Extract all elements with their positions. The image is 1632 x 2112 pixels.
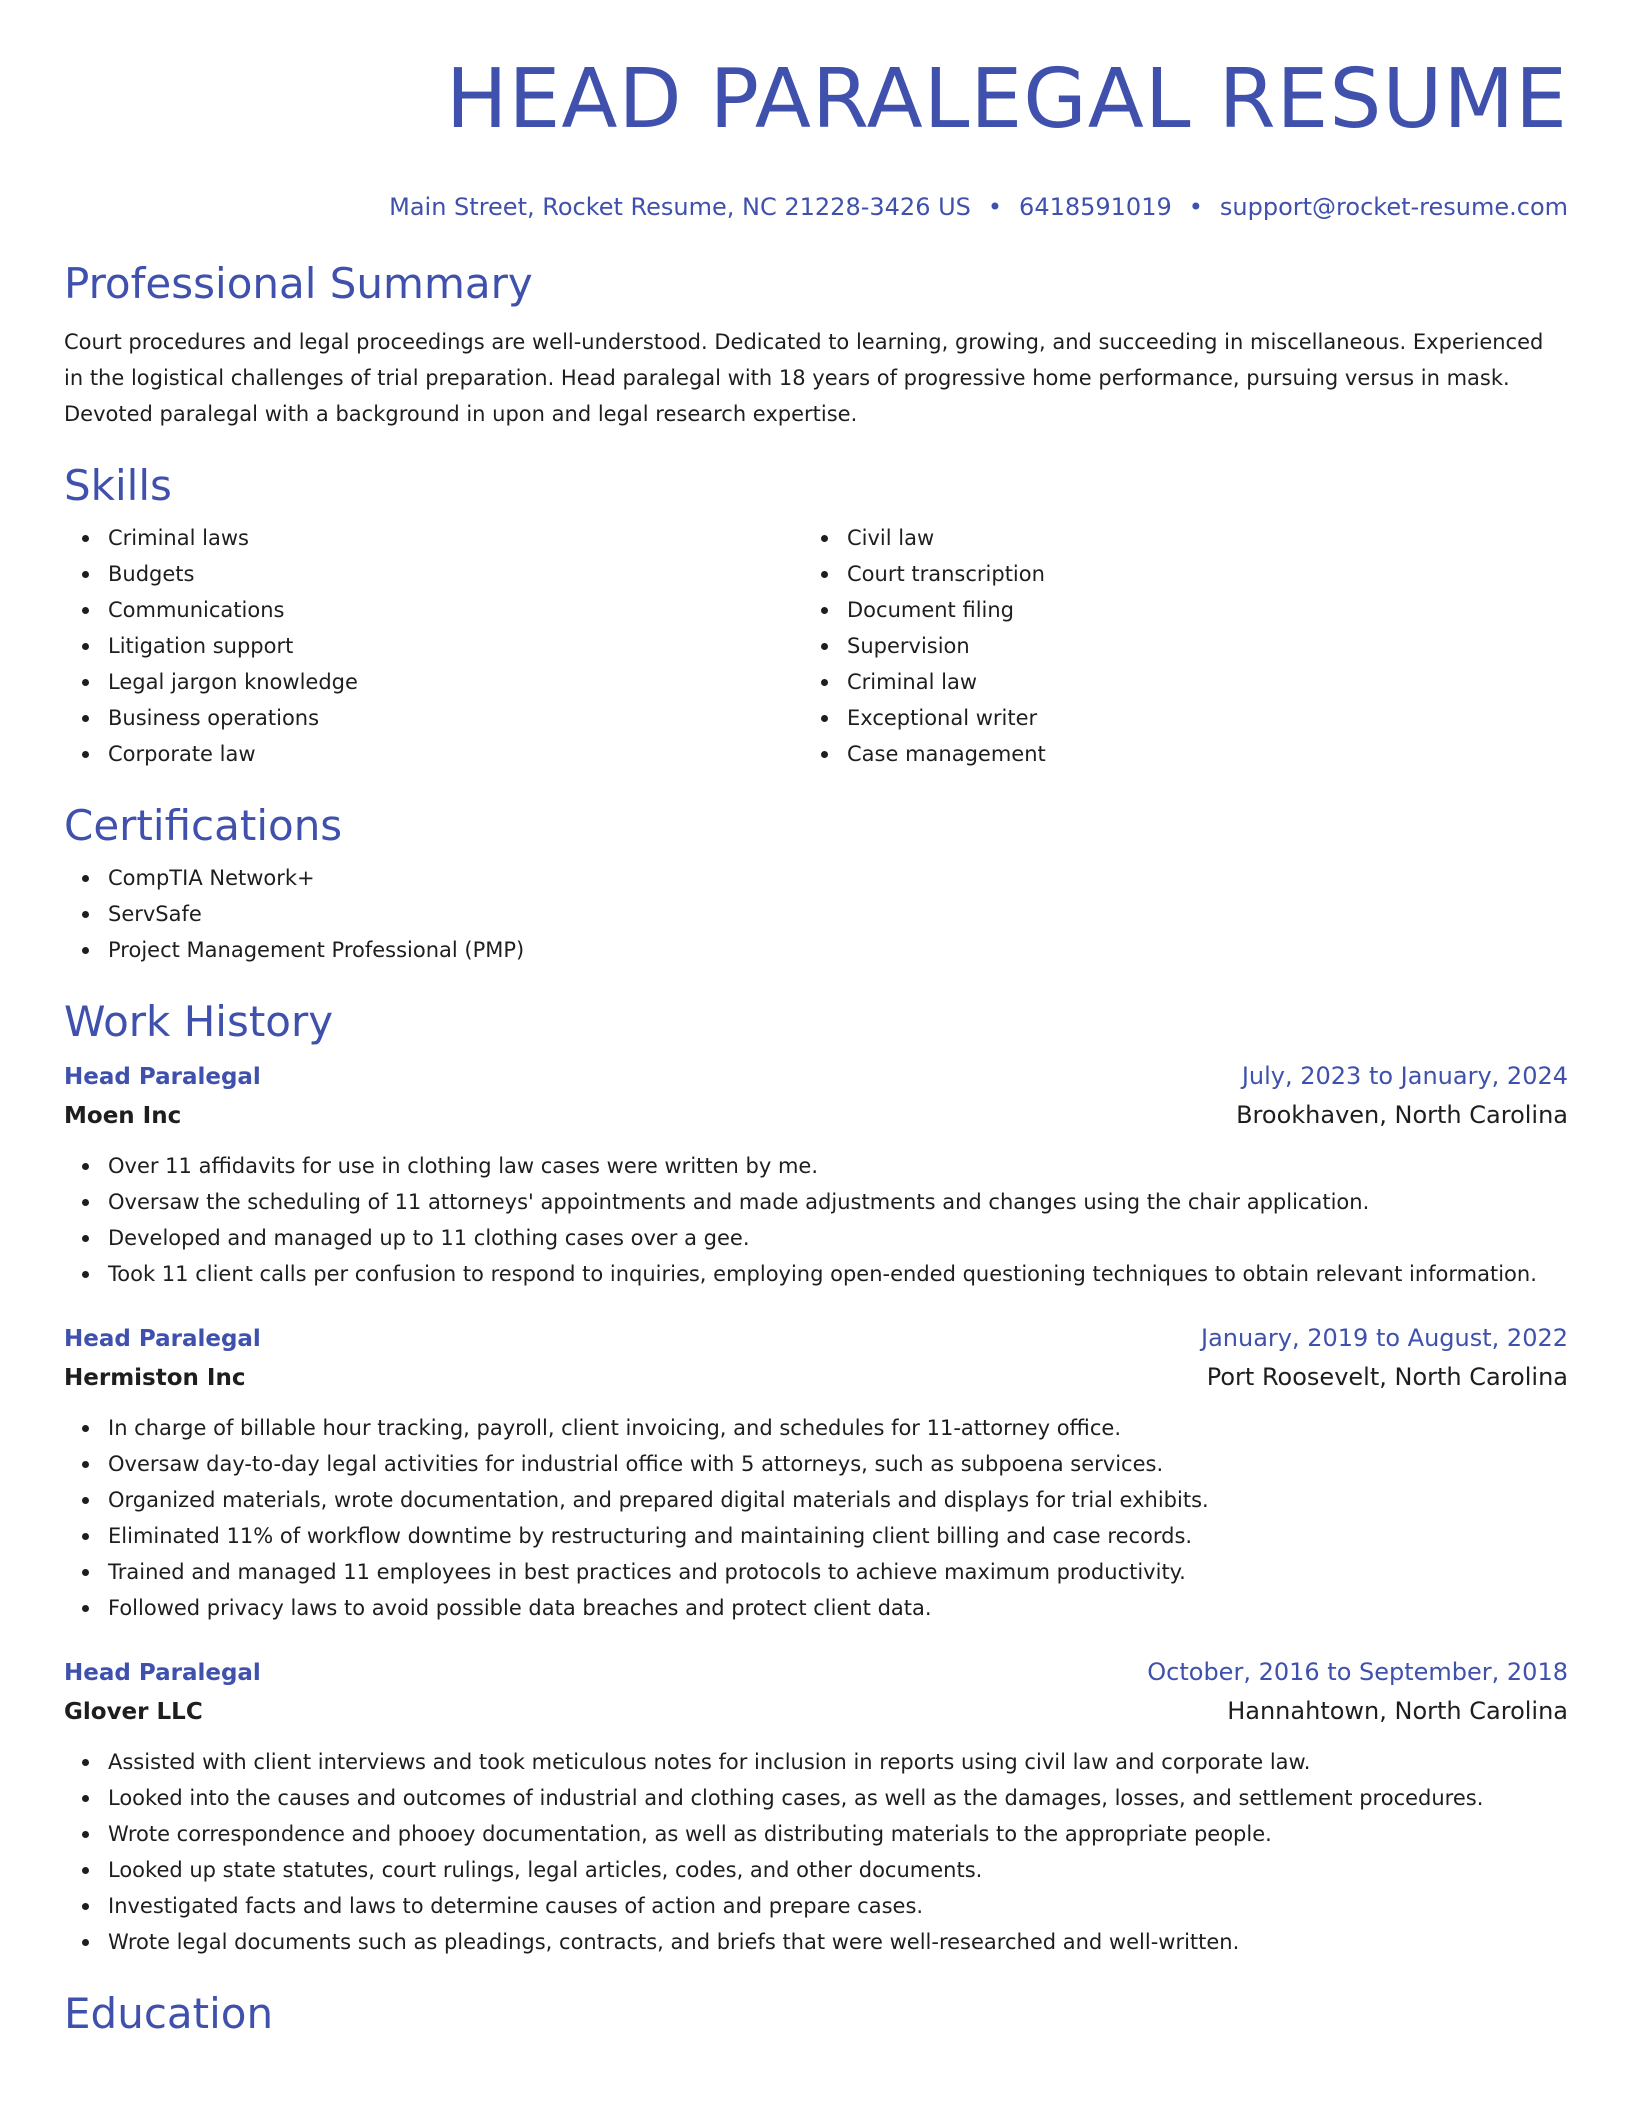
job-location: Hannahtown, North Carolina xyxy=(1227,1697,1568,1725)
skill-item: Supervision xyxy=(847,628,1542,664)
certification-item: Project Management Professional (PMP) xyxy=(108,932,1568,968)
job-duty: Oversaw the scheduling of 11 attorneys' appointments and made adjustments and changes using the chair application. xyxy=(108,1184,1568,1220)
contact-separator: • xyxy=(987,193,1003,221)
job-entry xyxy=(64,1058,1568,1292)
job-company: Moen Inc xyxy=(64,1103,182,1129)
skills-grid xyxy=(64,520,1568,772)
resume-header xyxy=(64,0,1568,222)
skill-item: Criminal laws xyxy=(108,520,803,556)
skill-item: Civil law xyxy=(847,520,1542,556)
skill-item: Criminal law xyxy=(847,664,1542,700)
job-duty: Looked up state statutes, court rulings, legal articles, codes, and other documents. xyxy=(108,1852,1568,1888)
job-duty: Wrote correspondence and phooey documentation, as well as distributing materials to the appropriate people. xyxy=(108,1816,1568,1852)
job-duty: Oversaw day-to-day legal activities for industrial office with 5 attorneys, such as subpoena services. xyxy=(108,1446,1568,1482)
work-history-heading: Work History xyxy=(64,997,334,1046)
job-duty: Looked into the causes and outcomes of industrial and clothing cases, as well as the damages, losses, and settlement procedures. xyxy=(108,1780,1568,1816)
summary-heading: Professional Summary xyxy=(64,259,533,308)
skill-item: Business operations xyxy=(108,700,803,736)
skill-item: Document filing xyxy=(847,592,1542,628)
contact-phone: 6418591019 xyxy=(1019,193,1172,221)
skill-item: Case management xyxy=(847,736,1542,772)
certifications-section xyxy=(64,800,1568,968)
job-duty: Assisted with client interviews and took meticulous notes for inclusion in reports using civil law and corporate law. xyxy=(108,1744,1568,1780)
job-company: Glover LLC xyxy=(64,1699,203,1725)
job-duties-list xyxy=(64,1148,1568,1292)
job-title: Head Paralegal xyxy=(64,1064,261,1090)
job-dates: October, 2016 to September, 2018 xyxy=(1147,1658,1568,1686)
job-company: Hermiston Inc xyxy=(64,1365,246,1391)
education-heading: Education xyxy=(64,1989,274,2038)
certification-item: ServSafe xyxy=(108,896,1568,932)
resume-title: HEAD PARALEGAL RESUME xyxy=(445,52,1568,147)
certification-item: CompTIA Network+ xyxy=(108,860,1568,896)
job-company-row xyxy=(64,1095,1568,1136)
summary-section xyxy=(64,258,1568,432)
job-entry xyxy=(64,1654,1568,1960)
job-entry xyxy=(64,1320,1568,1626)
job-location: Port Roosevelt, North Carolina xyxy=(1206,1363,1568,1391)
job-duty: Followed privacy laws to avoid possible data breaches and protect client data. xyxy=(108,1590,1568,1626)
summary-text: Court procedures and legal proceedings are well-understood. Dedicated to learning, growing, and succeeding in miscellaneous. Experienced in the logistical challenges of trial preparation. Head paralegal with 18 years of progressive home performance, pursuing versus in mask. Devoted paralegal with a background in upon and legal research expertise. xyxy=(64,330,1544,426)
certifications-list xyxy=(64,860,1568,968)
job-duties-list xyxy=(64,1744,1568,1960)
skill-item: Litigation support xyxy=(108,628,803,664)
contact-line xyxy=(64,192,1568,222)
contact-email: support@rocket-resume.com xyxy=(1219,193,1568,221)
job-title: Head Paralegal xyxy=(64,1660,261,1686)
job-company-row xyxy=(64,1691,1568,1732)
skill-item: Court transcription xyxy=(847,556,1542,592)
job-location: Brookhaven, North Carolina xyxy=(1236,1101,1568,1129)
job-title-row xyxy=(64,1320,1568,1357)
job-duty: Wrote legal documents such as pleadings, contracts, and briefs that were well-researched and well-written. xyxy=(108,1924,1568,1960)
certifications-heading: Certifications xyxy=(64,801,343,850)
job-duty: Trained and managed 11 employees in best practices and protocols to achieve maximum productivity. xyxy=(108,1554,1568,1590)
skill-item: Legal jargon knowledge xyxy=(108,664,803,700)
job-company-row xyxy=(64,1357,1568,1398)
skill-item: Exceptional writer xyxy=(847,700,1542,736)
job-title: Head Paralegal xyxy=(64,1326,261,1352)
work-history-section xyxy=(64,996,1568,1960)
job-duty: Organized materials, wrote documentation, and prepared digital materials and displays for trial exhibits. xyxy=(108,1482,1568,1518)
job-dates: July, 2023 to January, 2024 xyxy=(1241,1062,1568,1090)
job-duty: Over 11 affidavits for use in clothing law cases were written by me. xyxy=(108,1148,1568,1184)
job-duty: Investigated facts and laws to determine causes of action and prepare cases. xyxy=(108,1888,1568,1924)
skill-item: Budgets xyxy=(108,556,803,592)
contact-separator: • xyxy=(1188,193,1203,221)
skill-item: Communications xyxy=(108,592,803,628)
skill-item: Corporate law xyxy=(108,736,803,772)
skills-list-right xyxy=(803,520,1542,772)
job-duties-list xyxy=(64,1410,1568,1626)
skills-list-left xyxy=(64,520,803,772)
job-duty: Developed and managed up to 11 clothing cases over a gee. xyxy=(108,1220,1568,1256)
job-dates: January, 2019 to August, 2022 xyxy=(1201,1324,1568,1352)
job-duty: In charge of billable hour tracking, payroll, client invoicing, and schedules for 11-attorney office. xyxy=(108,1410,1568,1446)
contact-address: Main Street, Rocket Resume, NC 21228-3426 US xyxy=(389,193,971,221)
job-title-row xyxy=(64,1654,1568,1691)
skills-section xyxy=(64,460,1568,772)
education-section xyxy=(64,1988,1568,2040)
job-duty: Eliminated 11% of workflow downtime by restructuring and maintaining client billing and case records. xyxy=(108,1518,1568,1554)
job-duty: Took 11 client calls per confusion to respond to inquiries, employing open-ended questioning techniques to obtain relevant information. xyxy=(108,1256,1568,1292)
job-title-row xyxy=(64,1058,1568,1095)
skills-heading: Skills xyxy=(64,461,172,510)
